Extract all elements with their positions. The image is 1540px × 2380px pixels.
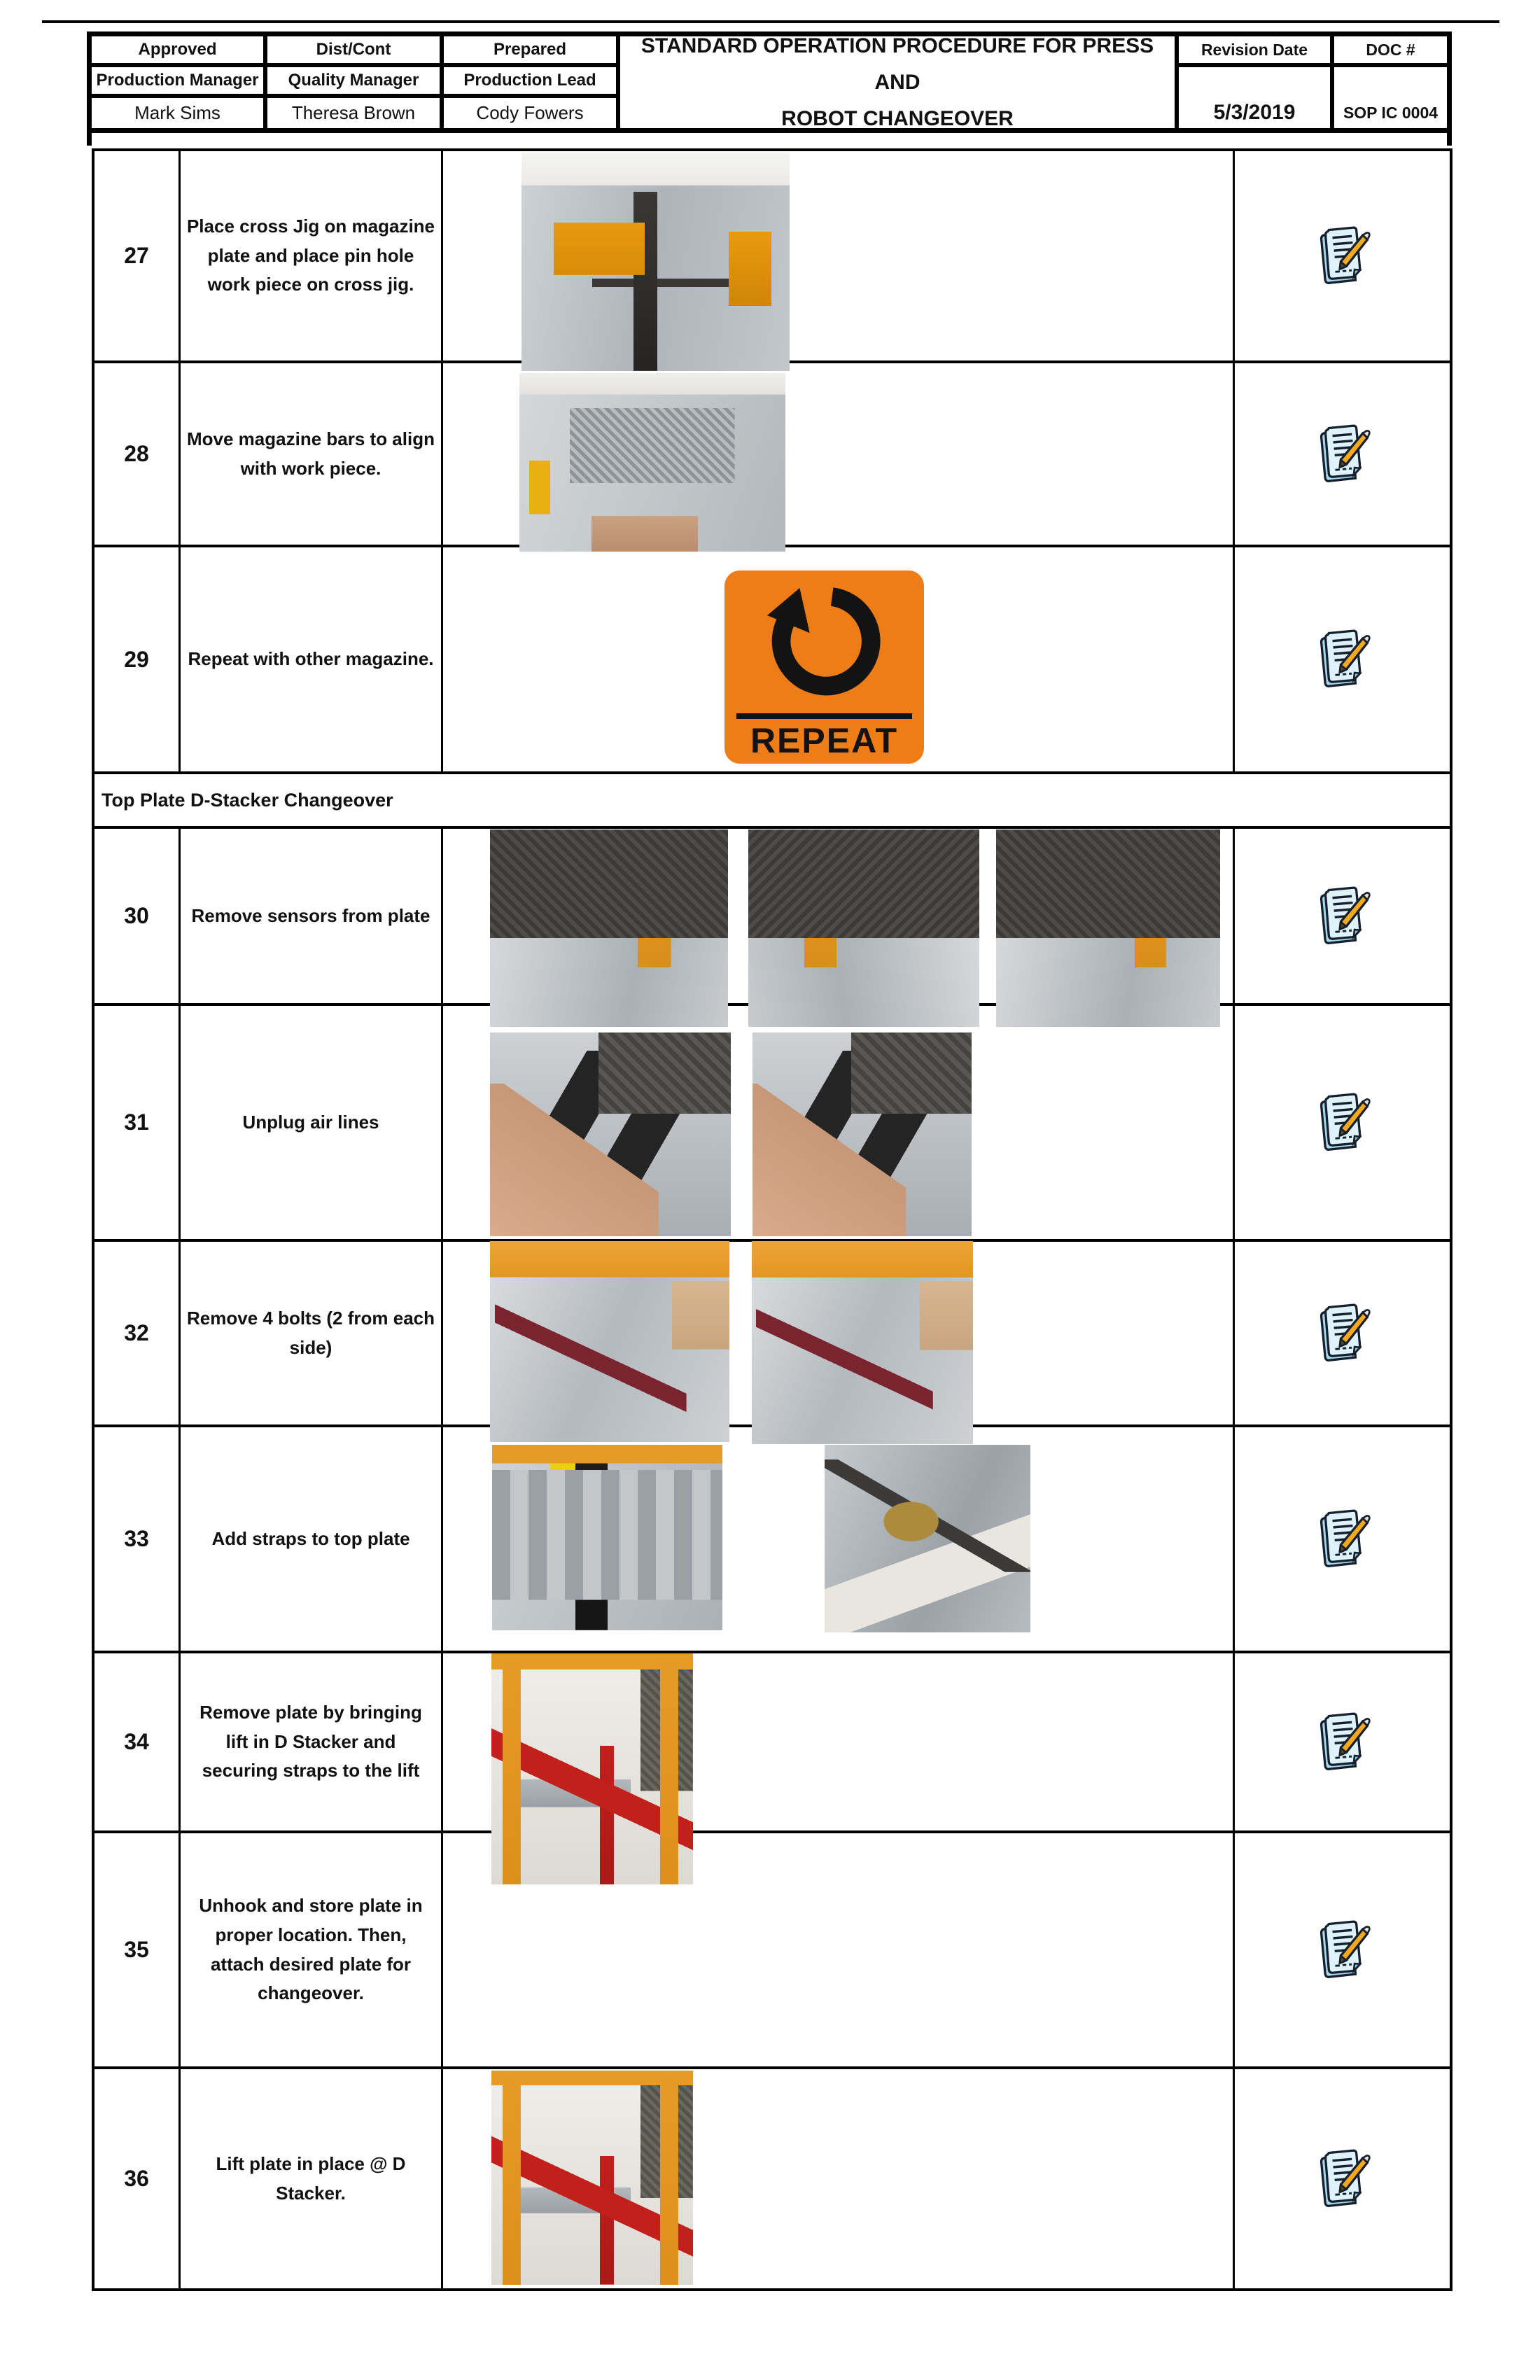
- step-number: 28: [94, 363, 181, 545]
- approval-header-table: [87, 31, 1452, 133]
- step-number: 30: [94, 829, 181, 1003]
- notes-icon: [1315, 884, 1371, 948]
- circular-arrow-icon: [762, 580, 887, 698]
- repeat-label: REPEAT: [750, 721, 899, 760]
- document-title-line1: STANDARD OPERATION PROCEDURE FOR PRESS AND: [640, 36, 1154, 94]
- notes-icon: [1315, 2147, 1371, 2211]
- notes-icon: [1315, 1091, 1371, 1155]
- step-row-33: [94, 1427, 1450, 1653]
- notes-icon-slot: [1315, 224, 1371, 288]
- step-notes-cell: [1235, 1653, 1450, 1830]
- photo-step30-sensors-2: [748, 830, 979, 1027]
- step-number: 31: [94, 1006, 181, 1239]
- doc-number-value: SOP IC 0004: [1334, 67, 1447, 128]
- photo-step28-magazine-bars: [519, 373, 785, 552]
- step-notes-cell: [1235, 1006, 1450, 1239]
- step-row-35: [94, 1833, 1450, 2069]
- step-notes-cell: [1235, 363, 1450, 545]
- photo-step31-air-lines-2: [752, 1032, 972, 1236]
- notes-icon-slot: [1315, 1507, 1371, 1572]
- revision-date-value: 5/3/2019: [1179, 67, 1330, 128]
- dist-cont-label: Dist/Cont: [267, 36, 440, 63]
- quality-manager-name: Theresa Brown: [267, 98, 440, 128]
- notes-icon: [1315, 224, 1371, 288]
- notes-icon: [1315, 1301, 1371, 1366]
- photo-step33-straps-1: [492, 1445, 722, 1630]
- notes-icon-slot: [1315, 1301, 1371, 1366]
- step-notes-cell: [1235, 829, 1450, 1003]
- notes-icon: [1315, 627, 1371, 692]
- notes-icon-slot: [1315, 2147, 1371, 2211]
- document-title: [620, 36, 1175, 128]
- notes-icon: [1315, 1918, 1371, 1982]
- page-top-rule: [42, 20, 1499, 23]
- notes-icon: [1315, 1710, 1371, 1774]
- step-number: 32: [94, 1242, 181, 1424]
- production-lead-role: Production Lead: [444, 67, 616, 94]
- approved-label: Approved: [92, 36, 263, 63]
- repeat-divider-rule: [736, 713, 912, 719]
- notes-icon-slot: [1315, 1091, 1371, 1155]
- photo-step34-lift: [491, 1653, 693, 1884]
- production-lead-name: Cody Fowers: [444, 98, 616, 128]
- photo-step30-sensors-3: [996, 830, 1220, 1027]
- step-row-36: [94, 2069, 1450, 2288]
- prepared-label: Prepared: [444, 36, 616, 63]
- step-description: Remove plate by bringing lift in D Stacker and securing straps to the lift: [181, 1653, 443, 1830]
- notes-icon-slot: [1315, 1918, 1371, 1982]
- step-description: Lift plate in place @ D Stacker.: [181, 2069, 443, 2288]
- photo-step33-hook-2: [825, 1445, 1030, 1632]
- production-manager-role: Production Manager: [92, 67, 263, 94]
- step-description: Unplug air lines: [181, 1006, 443, 1239]
- photo-step32-bolts-1: [490, 1241, 729, 1442]
- step-description: Place cross Jig on magazine plate and place pin hole work piece on cross jig.: [181, 151, 443, 360]
- step-description: Repeat with other magazine.: [181, 547, 443, 771]
- step-notes-cell: [1235, 2069, 1450, 2288]
- photo-step36-lift-in-place: [491, 2071, 693, 2285]
- notes-icon-slot: [1315, 884, 1371, 948]
- notes-icon: [1315, 1507, 1371, 1572]
- step-description: Remove 4 bolts (2 from each side): [181, 1242, 443, 1424]
- doc-number-label: DOC #: [1334, 36, 1447, 63]
- photo-step32-bolts-2: [752, 1241, 973, 1444]
- document-title-line2: ROBOT CHANGEOVER: [781, 106, 1014, 128]
- photo-step31-air-lines-1: [490, 1032, 731, 1236]
- repeat-graphic: [724, 570, 924, 764]
- revision-date-label: Revision Date: [1179, 36, 1330, 63]
- step-number: 35: [94, 1833, 181, 2066]
- notes-icon-slot: [1315, 422, 1371, 486]
- production-manager-name: Mark Sims: [92, 98, 263, 128]
- quality-manager-role: Quality Manager: [267, 67, 440, 94]
- notes-icon-slot: [1315, 1710, 1371, 1774]
- photo-step30-sensors-1: [490, 830, 728, 1027]
- step-description: Unhook and store plate in proper location. Then, attach desired plate for changeover.: [181, 1833, 443, 2066]
- step-notes-cell: [1235, 1427, 1450, 1651]
- step-number: 27: [94, 151, 181, 360]
- step-notes-cell: [1235, 547, 1450, 771]
- step-description: Move magazine bars to align with work piece.: [181, 363, 443, 545]
- step-notes-cell: [1235, 1242, 1450, 1424]
- step-notes-cell: [1235, 151, 1450, 360]
- step-number: 29: [94, 547, 181, 771]
- step-number: 33: [94, 1427, 181, 1651]
- notes-icon: [1315, 422, 1371, 486]
- step-number: 34: [94, 1653, 181, 1830]
- section-header-row: Top Plate D-Stacker Changeover: [94, 774, 1450, 829]
- step-notes-cell: [1235, 1833, 1450, 2066]
- step-description: Remove sensors from plate: [181, 829, 443, 1003]
- photo-step27-cross-jig: [522, 153, 790, 371]
- step-number: 36: [94, 2069, 181, 2288]
- header-spacer-strip: [87, 133, 1452, 146]
- step-row-34: [94, 1653, 1450, 1833]
- step-description: Add straps to top plate: [181, 1427, 443, 1651]
- notes-icon-slot: [1315, 627, 1371, 692]
